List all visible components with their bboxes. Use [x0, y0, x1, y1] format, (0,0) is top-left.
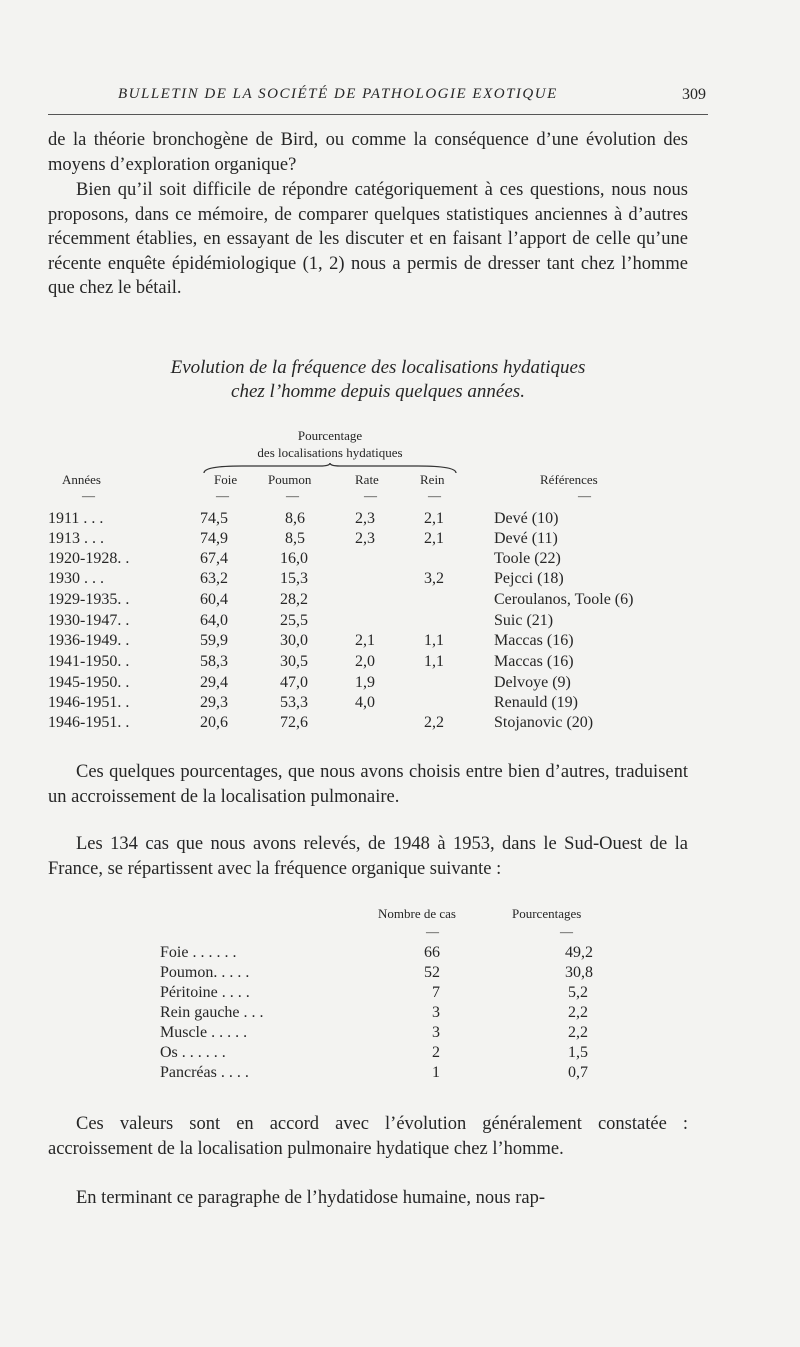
table1-year: 1936-1949. .	[48, 632, 130, 649]
table2-organ: Foie . . . . . .	[160, 944, 237, 961]
table1-foie: 58,3	[200, 653, 228, 670]
table1-poumon: 16,0	[280, 550, 308, 567]
table1-dash: —	[428, 488, 441, 503]
table1-foie: 29,4	[200, 674, 228, 691]
table2-cases: 3	[432, 1004, 440, 1021]
caption-line-1: Evolution de la fréquence des localisations hydatiques	[170, 357, 586, 378]
table1-dash: —	[578, 488, 591, 503]
table2-percentage: 0,7	[568, 1064, 588, 1081]
paragraph-6: En terminant ce paragraphe de l’hydatidose humaine, nous rap-	[76, 1188, 546, 1208]
table1-poumon: 28,2	[280, 591, 308, 608]
table1-poumon: 15,3	[280, 570, 308, 587]
table1-rate: 2,3	[355, 510, 375, 527]
table1-foie: 64,0	[200, 612, 228, 629]
table1-reference: Suic (21)	[494, 612, 554, 629]
table1-group-header	[200, 427, 460, 461]
table1-foie: 59,9	[200, 632, 228, 649]
running-title: BULLETIN DE LA SOCIÉTÉ DE PATHOLOGIE EXOTIQUE	[118, 86, 558, 102]
page-number: 309	[682, 86, 706, 103]
table2-percentage: 2,2	[568, 1024, 588, 1041]
table1-year: 1946-1951. .	[48, 694, 130, 711]
table2-col-pourcentages: Pourcentages	[512, 906, 582, 921]
table1-year: 1911 . . .	[48, 510, 104, 527]
table2-organ: Pancréas . . . .	[160, 1064, 249, 1081]
table1-dash: —	[216, 488, 229, 503]
table2-percentage: 5,2	[568, 984, 588, 1001]
table1-rein: 1,1	[424, 653, 444, 670]
table2-cases: 7	[432, 984, 440, 1001]
table1-year: 1929-1935. .	[48, 591, 130, 608]
caption-line-2: chez l’homme depuis quelques années.	[231, 381, 525, 402]
table1-dash: —	[364, 488, 377, 503]
table1-group-header-line-2: des localisations hydatiques	[257, 445, 403, 460]
table1-dash: —	[82, 488, 95, 503]
table1-poumon: 30,0	[280, 632, 308, 649]
table2-organ: Rein gauche . . .	[160, 1004, 264, 1021]
table1-year: 1913 . . .	[48, 530, 104, 547]
table1-rate: 2,0	[355, 653, 375, 670]
paragraph-1: de la théorie bronchogène de Bird, ou comme la conséquence d’une évolution des moyens d’exploration organique?	[48, 130, 688, 175]
table1-col-rein: Rein	[420, 472, 445, 487]
table1-year: 1946-1951. .	[48, 714, 130, 731]
table1-rein: 1,1	[424, 632, 444, 649]
table2-organ: Poumon. . . . .	[160, 964, 250, 981]
table1-reference: Maccas (16)	[494, 632, 574, 649]
paragraph-5: Ces valeurs sont en accord avec l’évolution généralement constatée : accroissement de la localisation pulmonaire hydatique chez l’homme.	[48, 1114, 688, 1159]
table1-poumon: 30,5	[280, 653, 308, 670]
table1-foie: 74,9	[200, 530, 228, 547]
paragraph-2: Bien qu’il soit difficile de répondre catégoriquement à ces questions, nous nous proposons, dans ce mémoire, de comparer quelques statistiques anciennes à d’autres récemment établies, en essayant de les discuter et en faisant l’apport de celle qu’une récente enquête épidémiologique (1, 2) nous a permis de dresser tant chez l’homme que chez le bétail.	[48, 180, 688, 298]
table1-year: 1945-1950. .	[48, 674, 130, 691]
table2-percentage: 2,2	[568, 1004, 588, 1021]
table1-reference: Devé (10)	[494, 510, 559, 527]
table2-cases: 52	[424, 964, 440, 981]
table1-col-foie: Foie	[214, 472, 238, 487]
table1-col-references: Références	[540, 472, 598, 487]
table2-organ: Os . . . . . .	[160, 1044, 226, 1061]
table2-cases: 1	[432, 1064, 440, 1081]
table2-cases: 2	[432, 1044, 440, 1061]
table1-poumon: 25,5	[280, 612, 308, 629]
table2-cases: 66	[424, 944, 440, 961]
table1-foie: 63,2	[200, 570, 228, 587]
paragraph-4: Les 134 cas que nous avons relevés, de 1948 à 1953, dans le Sud-Ouest de la France, se répartissent avec la fréquence organique suivante :	[48, 834, 688, 879]
table1-poumon: 47,0	[280, 674, 308, 691]
table1-foie: 67,4	[200, 550, 228, 567]
table1-poumon: 8,6	[285, 510, 305, 527]
table1-year: 1920-1928. .	[48, 550, 130, 567]
table1-reference: Devé (11)	[494, 530, 558, 547]
table1-foie: 20,6	[200, 714, 228, 731]
table1-year: 1930-1947. .	[48, 612, 130, 629]
table2-percentage: 30,8	[565, 964, 593, 981]
table2-col-nombre-de-cas: Nombre de cas	[378, 906, 456, 921]
table1-reference: Delvoye (9)	[494, 674, 571, 691]
table1-reference: Renauld (19)	[494, 694, 578, 711]
table1-poumon: 8,5	[285, 530, 305, 547]
table1-year: 1930 . . .	[48, 570, 104, 587]
table1-foie: 29,3	[200, 694, 228, 711]
table1-year: 1941-1950. .	[48, 653, 130, 670]
table1-group-header-line-1: Pourcentage	[297, 428, 363, 443]
table-caption	[48, 356, 708, 404]
table1-foie: 60,4	[200, 591, 228, 608]
table1-rate: 2,3	[355, 530, 375, 547]
table2-cases: 3	[432, 1024, 440, 1041]
table1-dash: —	[286, 488, 299, 503]
table2-percentage: 49,2	[565, 944, 593, 961]
table2-dash: —	[426, 924, 439, 939]
table1-reference: Pejcci (18)	[494, 570, 564, 587]
table1-rate: 1,9	[355, 674, 375, 691]
table1-poumon: 72,6	[280, 714, 308, 731]
table1-poumon: 53,3	[280, 694, 308, 711]
table2-percentage: 1,5	[568, 1044, 588, 1061]
table1-reference: Ceroulanos, Toole (6)	[494, 591, 634, 608]
table1-rein: 2,1	[424, 530, 444, 547]
table2-organ: Péritoine . . . .	[160, 984, 250, 1001]
table1-rate: 2,1	[355, 632, 375, 649]
table1-reference: Stojanovic (20)	[494, 714, 594, 731]
table1-rein: 3,2	[424, 570, 444, 587]
table1-rate: 4,0	[355, 694, 375, 711]
table2-organ: Muscle . . . . .	[160, 1024, 248, 1041]
paragraph-3: Ces quelques pourcentages, que nous avons choisis entre bien d’autres, traduisent un accroissement de la localisation pulmonaire.	[48, 762, 688, 807]
table1-reference: Maccas (16)	[494, 653, 574, 670]
table1-col-poumon: Poumon	[268, 472, 312, 487]
table1-rein: 2,1	[424, 510, 444, 527]
table1-reference: Toole (22)	[494, 550, 561, 567]
table1-col-annees: Années	[62, 472, 101, 487]
table2-dash: —	[560, 924, 573, 939]
page-header	[48, 84, 708, 115]
table1-foie: 74,5	[200, 510, 228, 527]
table1-rein: 2,2	[424, 714, 444, 731]
table1-col-rate: Rate	[355, 472, 379, 487]
